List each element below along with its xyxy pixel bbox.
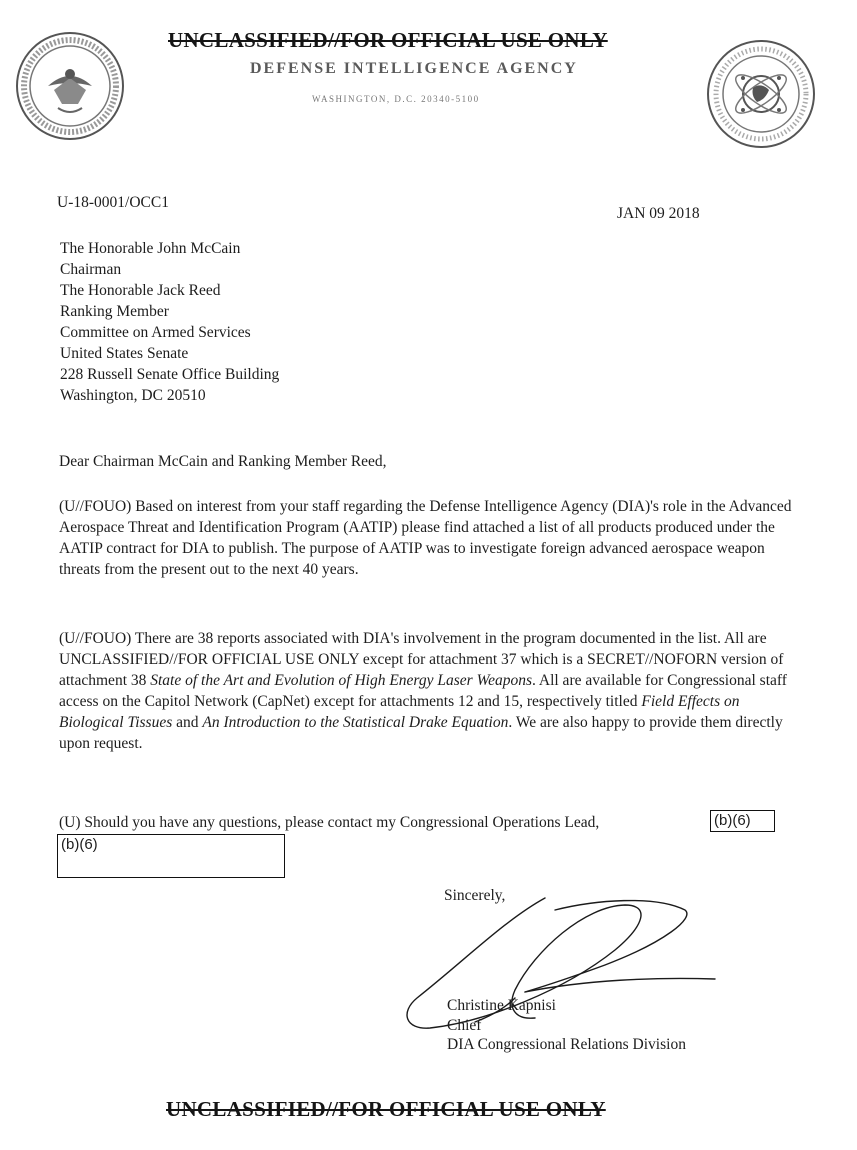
- closing: Sincerely,: [444, 887, 506, 904]
- address-line: Committee on Armed Services: [60, 324, 251, 341]
- address-line: The Honorable Jack Reed: [60, 282, 221, 299]
- dia-seal-icon: [705, 38, 817, 150]
- body-paragraph-3: (U) Should you have any questions, please contact my Congressional Operations Lead,: [59, 814, 600, 831]
- salutation: Dear Chairman McCain and Ranking Member Reed,: [59, 453, 387, 470]
- report-title: An Introduction to the Statistical Drake Equation: [202, 714, 509, 731]
- reference-number: U-18-0001/OCC1: [57, 194, 169, 211]
- signer-division: DIA Congressional Relations Division: [447, 1036, 686, 1053]
- paragraph-text: . We are also happy to provide them directly upon request.: [59, 714, 783, 752]
- address-line: United States Senate: [60, 345, 189, 362]
- redaction-box: (b)(6): [710, 810, 775, 832]
- address-line: Chairman: [60, 261, 122, 278]
- body-paragraph-2: [59, 628, 804, 754]
- handwritten-signature: [395, 880, 725, 1055]
- paragraph-text: and: [172, 714, 203, 731]
- paragraph-text: . All are available for Congressional staff access on the Capitol Network (CapNet) except for attachments 12 and 15, respectively titled: [59, 672, 787, 710]
- letter-date: JAN 09 2018: [617, 205, 700, 222]
- address-line: Ranking Member: [60, 303, 169, 320]
- address-line: 228 Russell Senate Office Building: [60, 366, 280, 383]
- address-line: The Honorable John McCain: [60, 240, 241, 257]
- signer-title: Chief: [447, 1017, 482, 1034]
- signer-name: Christine Kapnisi: [447, 997, 556, 1014]
- address-line: Washington, DC 20510: [60, 387, 206, 404]
- report-title: State of the Art and Evolution of High Energy Laser Weapons: [150, 672, 532, 689]
- agency-address: WASHINGTON, D.C. 20340-5100: [312, 94, 480, 104]
- dod-seal-icon: [14, 30, 126, 142]
- redaction-box: (b)(6): [57, 834, 285, 878]
- report-title: Field Effects on Biological Tissues: [59, 693, 740, 731]
- paragraph-text: (U//FOUO) There are 38 reports associated with DIA's involvement in the program documented in the list. All are UNCLASSIFIED//FOR OFFICIAL USE ONLY except for attachment 37 which is a SECRET//NOFORN version of attachment 38: [59, 630, 784, 689]
- classification-banner-bottom: UNCLASSIFIED//FOR OFFICIAL USE ONLY: [166, 1097, 606, 1121]
- recipient-address-block: [60, 238, 279, 406]
- classification-banner-top: UNCLASSIFIED//FOR OFFICIAL USE ONLY: [168, 28, 608, 52]
- body-paragraph-1: (U//FOUO) Based on interest from your staff regarding the Defense Intelligence Agency (DIA)'s role in the Advanced Aerospace Threat and Identification Program (AATIP) please find attached a list of all products produced under the AATIP contract for DIA to publish. The purpose of AATIP was to investigate foreign advanced aerospace weapon threats from the present out to the next 40 years.: [59, 498, 792, 578]
- agency-name: DEFENSE INTELLIGENCE AGENCY: [250, 60, 578, 77]
